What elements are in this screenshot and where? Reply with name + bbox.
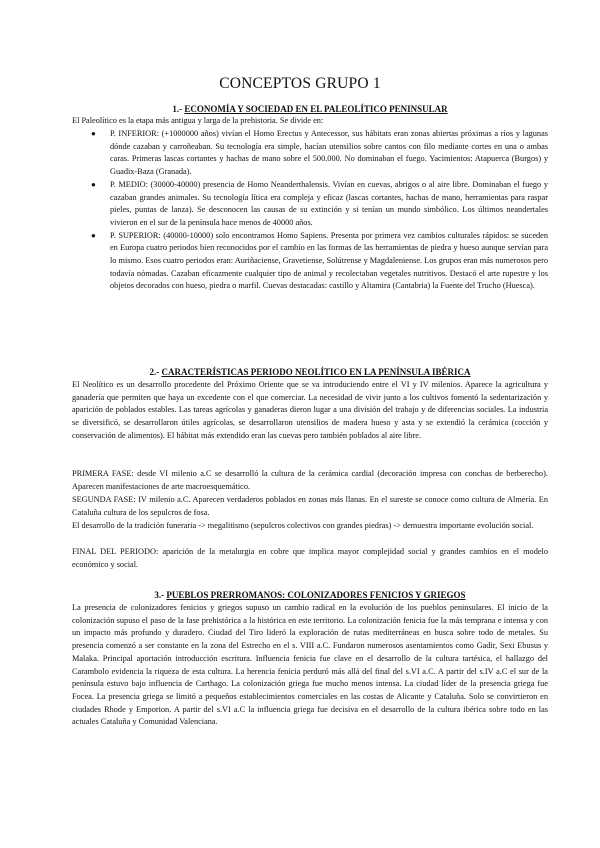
section-2-paragraph-primera-fase: PRIMERA FASE: desde VI milenio a.C se desarrolló la cultura de la cerámica cardial (decoración impresa con conchas de berberecho). Aparecen manifestaciones de arte macroesquemático. [72, 469, 548, 491]
section-2-paragraph-megalitismo: El desarrollo de la tradición funeraria -> megalitismo (sepulcros colectivos con grandes piedras) -> demuestra importante evolución social. [72, 521, 534, 530]
section-2-heading [72, 367, 548, 377]
section-3-paragraph: La presencia de colonizadores fenicios y griegos supuso un cambio radical en la evolución de los pueblos peninsulares. El inicio de la colonización supuso el paso de la fase prehistórica a la histórica en este territorio. La colonización fenicia fue la más temprana e intensa y con un impacto más profundo y duradero. Ciudad del Tiro lideró la exploración de rutas mediterráneas en busca sobre todo de metales. Su presencia comenzó a ser constante en la zona del Estrecho en el s. VIII a.C. Fundaron numerosos asentamientos como Gadir, Sexi Ebusus y Malaka. Principal aportación introducción escritura. Influencia fenicia fue clave en el desarrollo de la cultura tartésica, el hallazgo del Carambolo evidencia la riqueza de esta cultura. La herencia fenicia perduró más allá del final del s.VI a.C. A partir del s.IV a.C el sur de la península estuvo bajo influencia de Carthago. La colonización griega fue mucho menos intensa. La ciudad líder de la presencia griega fue Focea. La presencia griega se limitó a pequeños establecimientos comerciales en las costas de Alicante y Cataluña. Solo se convirtieron en ciudades Rhode y Emporion. A partir del s.VI a.C la influencia griega fue decisiva en el desarrollo de la cultura ibérica sobre todo en las actuales Cataluña y Comunidad Valenciana. [72, 603, 548, 727]
section-2-title: CARACTERÍSTICAS PERIODO NEOLÍTICO EN LA PENÍNSULA IBÉRICA [161, 367, 471, 377]
section-2-paragraph-segunda-fase: SEGUNDA FASE: IV milenio a.C. Aparecen verdaderos poblados en zonas más llanas. En el sureste se conoce como cultura de Almería. En Cataluña cultura de los sepulcros de fosa. [72, 495, 548, 517]
bullet-paleolitico-superior: ● P. SUPERIOR: (40000-10000) solo encontramos Homo Sapiens. Presenta por primera vez cambios culturales rápidos: se suceden en Europa cuatro periodos bien reconocidos por el cambio en las formas de las herramientas de piedra y hueso aunque servían para lo mismo. Esos cuatro periodos eran: Auriñaciense, Gravetiense, Solútrense y Magdaleniense. Los grupos eran más numerosos pero todavía nómadas. Cazaban eficazmente cualquier tipo de animal y recolectaban vegetales nutritivos. Destacó el arte rupestre y los objetos decorados con hueso, piedra o marfil. Cuevas destacadas: castillo y Altamira (Cantabria) la Fuente del Trucho (Huesca). [91, 230, 548, 291]
section-1-title: ECONOMÍA Y SOCIEDAD EN EL PALEOLÍTICO PENINSULAR [184, 104, 448, 114]
document-title: CONCEPTOS GRUPO 1 [219, 75, 381, 92]
section-1-heading [72, 104, 548, 114]
bullet-dot-icon: ● [91, 179, 96, 189]
section-2-paragraph-intro: El Neolítico es un desarrollo procedente del Próximo Oriente que se va introduciendo entre el VI y IV milenios. Aparece la agricultura y ganadería que permiten que haya un excedente con el que comerciar. La necesidad de vivir junto a los cultivos fomentó la sedentarización y aparición de poblados estables. Las tareas agrícolas y ganaderas dieron lugar a una división del trabajo y de diferencias sociales. La industria se diversificó, se desarrollaron útiles agrícolas, se desarrollaron utensilios de madera hueso y asta y se extendió la cerámica (cocción y conservación de alimentos). El hábitat más extendido eran las cuevas pero también poblados al aire libre. [72, 380, 548, 440]
section-3-number: 3.- [154, 590, 165, 600]
section-3-heading [72, 590, 548, 600]
bullet-paleolitico-inferior: ● P. INFERIOR: (+1000000 años) vivían el Homo Erectus y Antecessor, sus hábitats eran zonas abiertas próximas a ríos y lagunas dónde cazaban y carroñeaban. Su tecnología era simple, hacían utensilios sobre cantos con filo mediante cortes en una o ambas caras. Primeras lascas cortantes y hachas de mano sobre el 500.000. No dominaban el fuego. Yacimientos: Atapuerca (Burgos) y Guadix-Baza (Granada). [91, 129, 548, 177]
section-2-number: 2.- [149, 367, 160, 377]
section-3-title: PUEBLOS PRERROMANOS: COLONIZADORES FENICIOS Y GRIEGOS [166, 590, 466, 600]
section-1-intro: El Paleolítico es la etapa más antigua y larga de la prehistoria. Se divide en: [72, 116, 324, 125]
section-1-number: 1.- [172, 104, 183, 114]
bullet-dot-icon: ● [91, 129, 96, 138]
bullet-paleolitico-medio: ● P. MEDIO: (30000-40000) presencia de Homo Neanderthalensis. Vivían en cuevas, abrigos o al aire libre. Dominaban el fuego y cazaban grandes animales. Su tecnología lítica era compleja y eficaz (lascas cortantes, hachas de mano, herramientas para raspar pieles, puntas de lanza). Se desconocen las causas de su extinción y si tenían un mundo simbólico. Los últimos neandertales vivieron en el sur de la península hace menos de 40000 años. [91, 179, 548, 227]
bullet-dot-icon: ● [91, 230, 96, 240]
section-2-paragraph-final: FINAL DEL PERIODO: aparición de la metalurgia en cobre que implica mayor complejidad social y grandes cambios en el modelo económico y social. [72, 547, 548, 569]
section-1-bullet-list [72, 128, 548, 293]
